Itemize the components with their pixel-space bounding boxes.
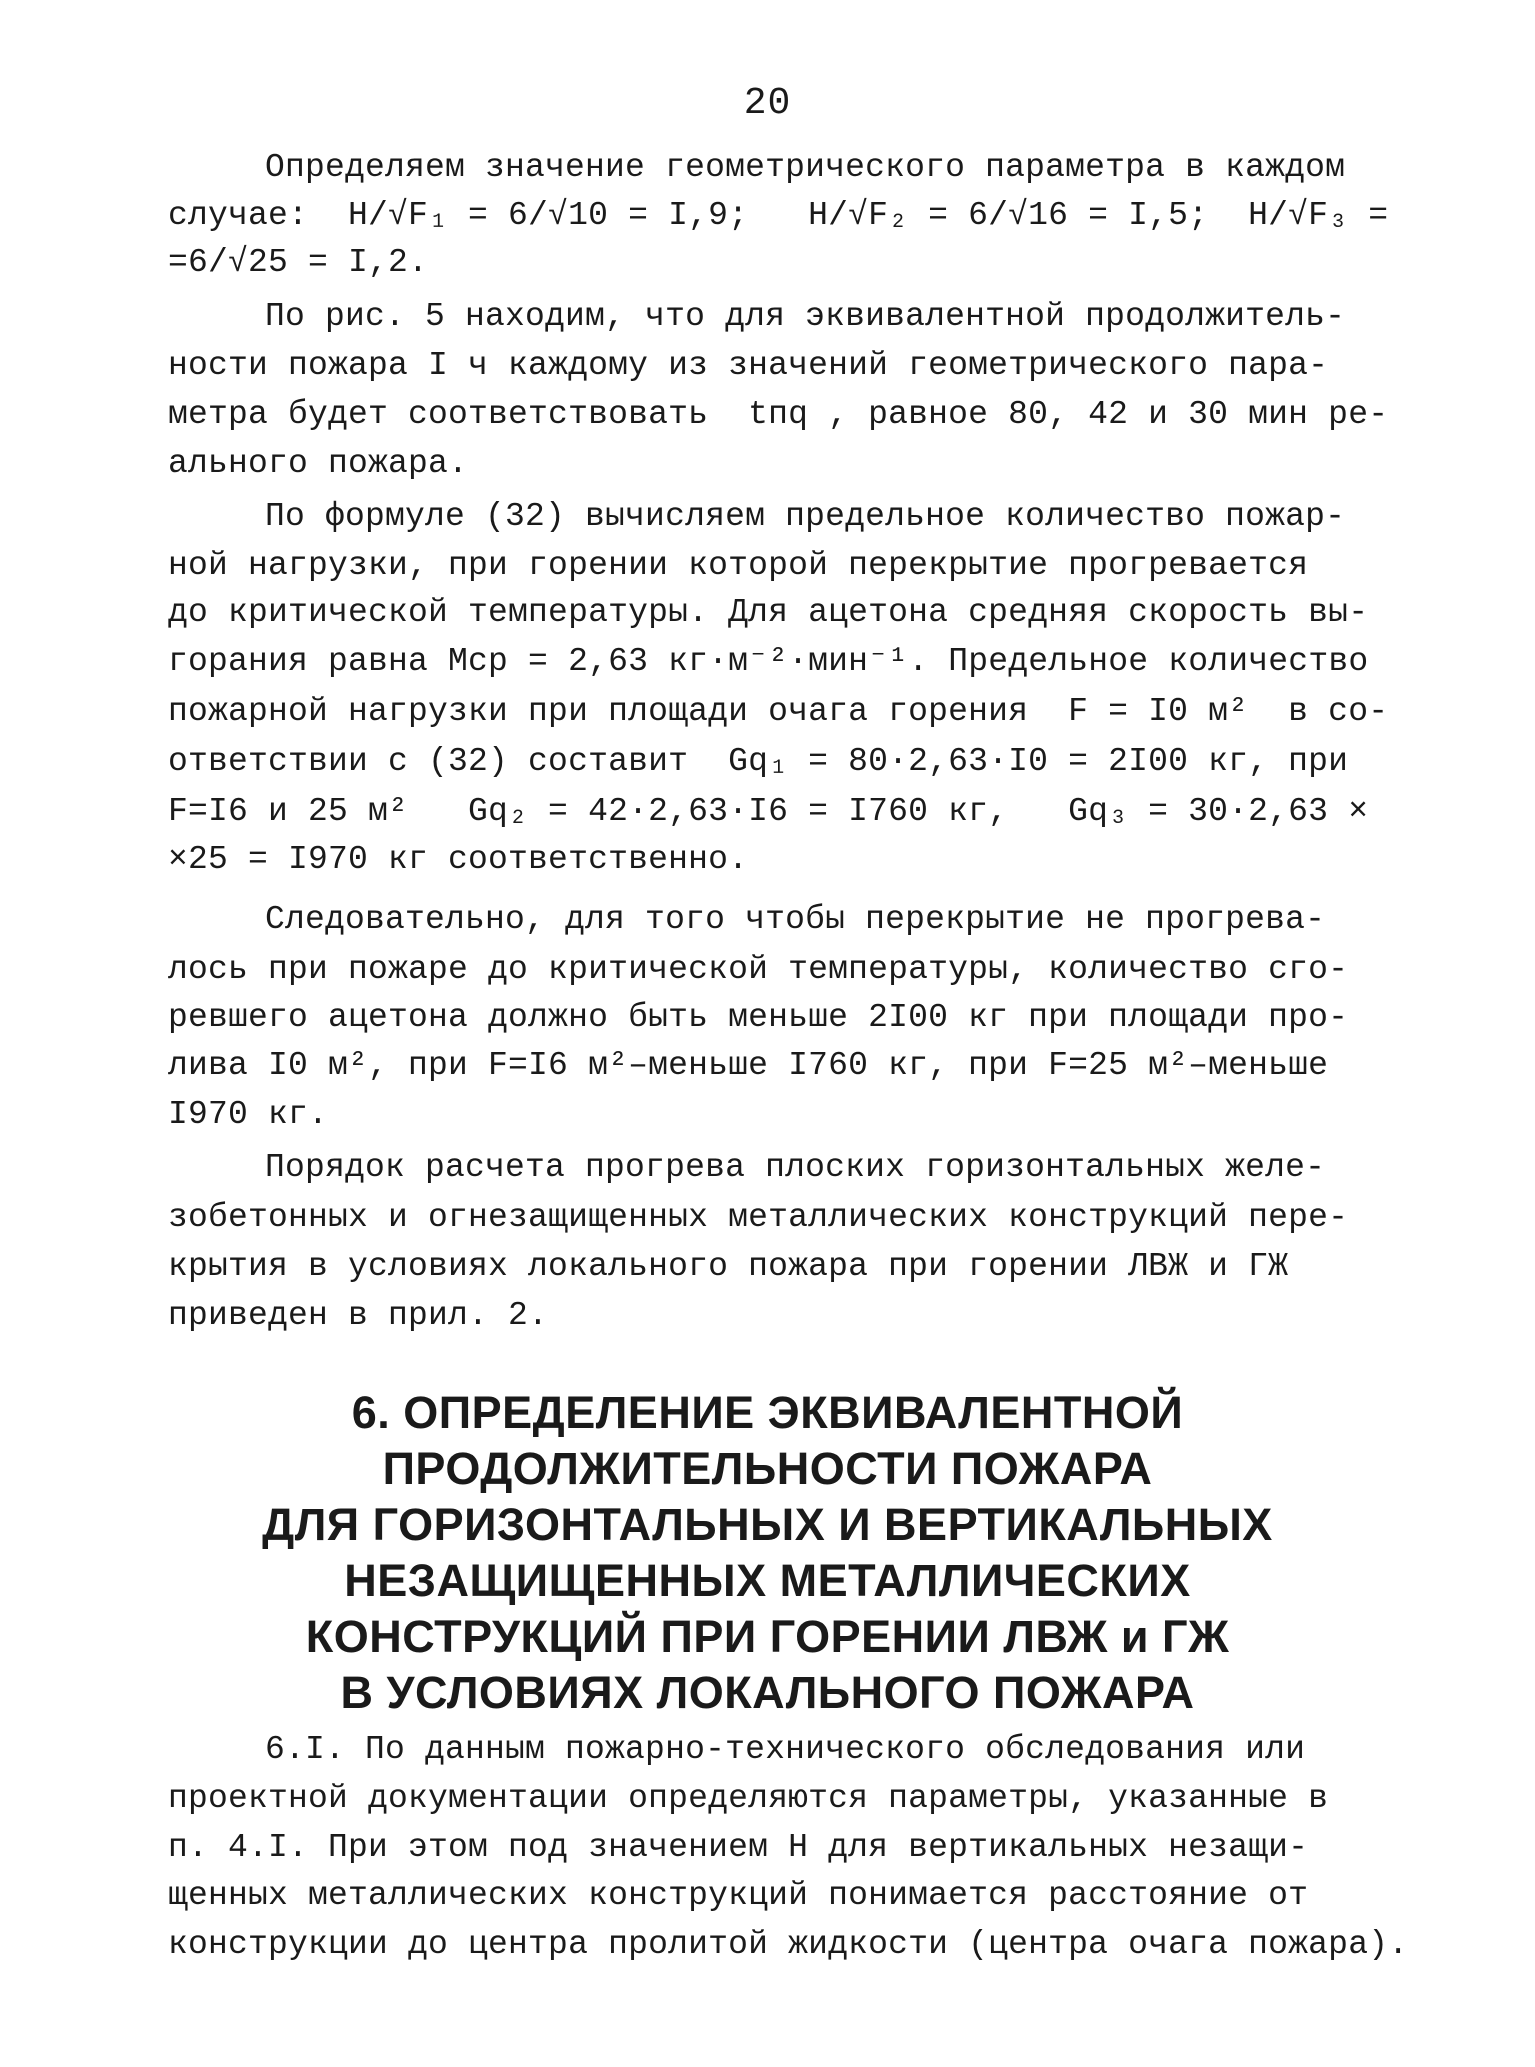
- text-line: ответствии с (32) составит Gq₁ = 80·2,63·I0 = 2I00 кг, при: [168, 743, 1349, 780]
- text-line: Определяем значение геометрического параметра в каждом: [265, 149, 1346, 186]
- heading-line: 6. ОПРЕДЕЛЕНИЕ ЭКВИВАЛЕНТНОЙ: [351, 1387, 1184, 1438]
- text-line: ального пожара.: [168, 445, 469, 482]
- text-line: По рис. 5 находим, что для эквивалентной продолжитель-: [265, 298, 1346, 335]
- text-line: щенных металлических конструкций понимается расстояние от: [168, 1877, 1309, 1914]
- text-line: приведен в прил. 2.: [168, 1297, 549, 1334]
- text-line: =6/√25 = I,2.: [168, 244, 429, 281]
- text-line: пожарной нагрузки при площади очага горения F = I0 м² в со-: [168, 693, 1389, 730]
- text-line: ревшего ацетона должно быть меньше 2I00 кг при площади про-: [168, 999, 1349, 1036]
- text-line: метра будет соответствовать tпq , равное 80, 42 и 30 мин ре-: [168, 396, 1389, 433]
- text-line: зобетонных и огнезащищенных металлических конструкций пере-: [168, 1199, 1349, 1236]
- text-line: ×25 = I970 кг соответственно.: [168, 841, 749, 878]
- text-line: п. 4.I. При этом под значением Н для вертикальных незащи-: [168, 1829, 1309, 1866]
- text-line: ной нагрузки, при горении которой перекрытие прогревается: [168, 547, 1309, 584]
- heading-line: КОНСТРУКЦИЙ ПРИ ГОРЕНИИ ЛВЖ и ГЖ: [305, 1611, 1230, 1662]
- text-line: I970 кг.: [168, 1096, 329, 1133]
- text-line: 6.I. По данным пожарно-технического обследования или: [265, 1731, 1306, 1768]
- heading-line: ДЛЯ ГОРИЗОНТАЛЬНЫХ И ВЕРТИКАЛЬНЫХ: [262, 1499, 1273, 1550]
- text-line: Порядок расчета прогрева плоских горизонтальных желе-: [265, 1149, 1326, 1186]
- text-line: горания равна Мср = 2,63 кг·м⁻²·мин⁻¹. Предельное количество: [168, 643, 1369, 680]
- heading-line: НЕЗАЩИЩЕННЫХ МЕТАЛЛИЧЕСКИХ: [344, 1555, 1191, 1606]
- text-line: проектной документации определяются параметры, указанные в: [168, 1780, 1329, 1817]
- text-line: крытия в условиях локального пожара при горении ЛВЖ и ГЖ: [168, 1248, 1289, 1285]
- text-line: F=I6 и 25 м² Gq₂ = 42·2,63·I6 = I760 кг, Gq₃ = 30·2,63 ×: [168, 793, 1369, 830]
- text-line: до критической температуры. Для ацетона средняя скорость вы-: [168, 594, 1369, 631]
- text-line: случае: Н/√F₁ = 6/√10 = I,9; Н/√F₂ = 6/√16 = I,5; Н/√F₃ =: [168, 197, 1389, 234]
- page-number: 20: [743, 82, 792, 125]
- heading-line: В УСЛОВИЯХ ЛОКАЛЬНОГО ПОЖАРА: [340, 1667, 1195, 1718]
- text-line: конструкции до центра пролитой жидкости (центра очага пожара).: [168, 1926, 1409, 1963]
- text-line: лива I0 м², при F=I6 м²–меньше I760 кг, при F=25 м²–меньше: [168, 1047, 1329, 1084]
- text-line: лось при пожаре до критической температуры, количество сго-: [168, 951, 1349, 988]
- text-line: ности пожара I ч каждому из значений геометрического пара-: [168, 347, 1329, 384]
- section-heading: [0, 1385, 1535, 1721]
- text-line: Следовательно, для того чтобы перекрытие не прогрева-: [265, 901, 1326, 938]
- heading-line: ПРОДОЛЖИТЕЛЬНОСТИ ПОЖАРА: [382, 1443, 1153, 1494]
- text-line: По формуле (32) вычисляем предельное количество пожар-: [265, 498, 1346, 535]
